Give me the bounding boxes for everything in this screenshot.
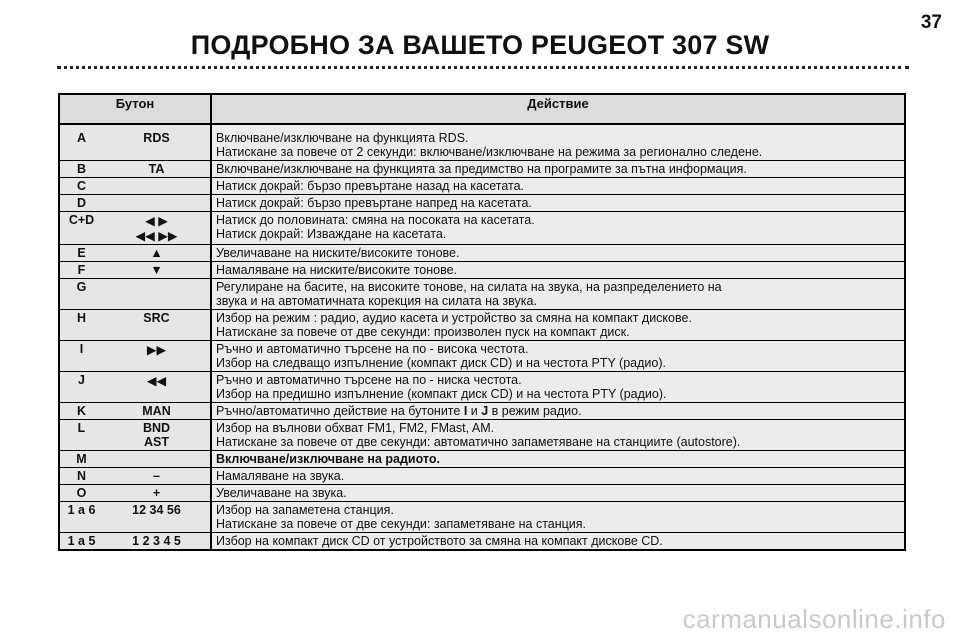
table-header-row: [59, 94, 905, 124]
action-line: Натискане за повече от две секунди: произволен пуск на компакт диск.: [216, 325, 630, 339]
row-action: [211, 468, 905, 485]
controls-table: [58, 93, 906, 551]
action-line: Натиск докрай: Изваждане на касетата.: [216, 227, 447, 241]
row-button-label: [103, 420, 211, 451]
row-action: [211, 372, 905, 403]
row-key: F: [59, 262, 103, 279]
row-key: 1 a 5: [59, 533, 103, 551]
action-line: Увеличаване на звука.: [216, 486, 347, 500]
row-key: K: [59, 403, 103, 420]
row-key: J: [59, 372, 103, 403]
row-key: I: [59, 341, 103, 372]
row-button-label: [103, 124, 211, 161]
action-line: Натиск докрай: бързо превъртане назад на касетата.: [216, 179, 525, 193]
button-label-text: MAN: [142, 404, 171, 418]
button-label-text-2: ◀◀ ▶▶: [135, 229, 178, 243]
row-key: E: [59, 245, 103, 262]
row-key: G: [59, 279, 103, 310]
action-line: Включване/изключване на функцията RDS.: [216, 131, 469, 145]
action-line: Намаляване на звука.: [216, 469, 345, 483]
action-line: Натискане за повече от две секунди: автоматично запаметяване на станциите (autostore).: [216, 435, 741, 449]
page-title: ПОДРОБНО ЗА ВАШЕТО PEUGEOT 307 SW: [190, 30, 770, 60]
button-label-text: ▼: [150, 263, 163, 277]
row-button-label: [103, 502, 211, 533]
button-label-text: RDS: [143, 131, 170, 145]
row-action: [211, 195, 905, 212]
table-row: [59, 195, 905, 212]
row-key: L: [59, 420, 103, 451]
action-line: [216, 404, 900, 418]
action-line: Включване/изключване на функцията за предимство на програмите за пътна информация.: [216, 162, 747, 176]
table-row: [59, 403, 905, 420]
button-label-text: ▲: [150, 246, 163, 260]
page-number: 37: [920, 12, 942, 33]
row-key: 1 a 6: [59, 502, 103, 533]
row-action: [211, 262, 905, 279]
action-text: и: [467, 404, 482, 418]
action-line: Избор на режим : радио, аудио касета и устройство за смяна на компакт дискове.: [216, 311, 692, 325]
button-label-text: SRC: [143, 311, 170, 325]
action-text: Ръчно/автоматично действие на бутоните: [216, 404, 464, 418]
action-line: Регулиране на басите, на високите тонове, на силата на звука, на разпределението на: [216, 280, 722, 294]
row-key: B: [59, 161, 103, 178]
row-key: A: [59, 124, 103, 161]
table-row: [59, 279, 905, 310]
button-ref: I: [463, 404, 468, 418]
action-line: Натискане за повече от две секунди: запаметяване на станция.: [216, 517, 587, 531]
row-action: [211, 178, 905, 195]
table-row: [59, 468, 905, 485]
table-row: [59, 310, 905, 341]
button-label-text: +: [152, 486, 161, 500]
button-ref: J: [481, 404, 489, 418]
row-button-label: [103, 178, 211, 195]
button-label-text: ◀ ▶: [145, 214, 168, 228]
row-action: [211, 485, 905, 502]
row-button-label: [103, 195, 211, 212]
action-line: Избор на запаметена станция.: [216, 503, 394, 517]
row-key: O: [59, 485, 103, 502]
row-action: [211, 310, 905, 341]
table-row: [59, 372, 905, 403]
dotted-divider: [57, 66, 909, 69]
row-action: [211, 502, 905, 533]
table-row: [59, 485, 905, 502]
row-button-label: [103, 245, 211, 262]
row-key: C+D: [59, 212, 103, 245]
row-action: [211, 403, 905, 420]
action-line: Увеличаване на ниските/високите тонове.: [216, 246, 460, 260]
action-line: Избор на предишно изпълнение (компакт диск CD) и на честота PTY (радио).: [216, 387, 667, 401]
button-label-text: 1 2 3 4 5: [132, 534, 181, 548]
header-action: Действие: [211, 94, 905, 124]
table-row: [59, 245, 905, 262]
table-row: [59, 178, 905, 195]
table-row: [59, 502, 905, 533]
row-button-label: [103, 212, 211, 245]
button-label-text: ▶▶: [146, 343, 167, 357]
action-line: Натиск докрай: бързо превъртане напред на касетата.: [216, 196, 532, 210]
row-button-label: [103, 468, 211, 485]
row-key: H: [59, 310, 103, 341]
row-button-label: [103, 262, 211, 279]
table-row: [59, 420, 905, 451]
row-key: M: [59, 451, 103, 468]
row-action: [211, 451, 905, 468]
row-action: [211, 341, 905, 372]
button-label-text-2: AST: [144, 435, 169, 449]
row-button-label: [103, 533, 211, 551]
row-key: C: [59, 178, 103, 195]
row-action: [211, 245, 905, 262]
row-action: [211, 533, 905, 551]
action-line: Натискане за повече от 2 секунди: включване/изключване на режима за регионално следене.: [216, 145, 763, 159]
action-line: Избор на следващо изпълнение (компакт диск CD) и на честота PTY (радио).: [216, 356, 666, 370]
button-label-text: TA: [148, 162, 165, 176]
row-button-label: [103, 161, 211, 178]
table-row: [59, 262, 905, 279]
row-button-label: [103, 485, 211, 502]
watermark: carmanualsonline.info: [682, 604, 946, 634]
row-button-label: [103, 279, 211, 310]
row-action: [211, 161, 905, 178]
header-button: Бутон: [59, 94, 211, 124]
action-line: Избор на вълнови обхват FM1, FM2, FMast, AM.: [216, 421, 495, 435]
button-label-text: ◀◀: [146, 374, 167, 388]
table-row: [59, 451, 905, 468]
row-button-label: [103, 451, 211, 468]
row-button-label: [103, 310, 211, 341]
table-row: [59, 533, 905, 551]
action-line: Ръчно и автоматично търсене на по - висока честота.: [216, 342, 529, 356]
button-label-text: BND: [142, 421, 171, 435]
table-row: [59, 124, 905, 161]
row-action: [211, 212, 905, 245]
action-line: Намаляване на ниските/високите тонове.: [216, 263, 458, 277]
row-button-label: [103, 403, 211, 420]
action-text: в режим радио.: [488, 404, 582, 418]
table-row: [59, 341, 905, 372]
action-line: Избор на компакт диск CD от устройството за смяна на компакт дискове CD.: [216, 534, 663, 548]
row-key: D: [59, 195, 103, 212]
action-line-bold: Включване/изключване на радиото.: [216, 452, 440, 466]
action-line: звука и на автоматичната корекция на силата на звука.: [216, 294, 537, 308]
row-key: N: [59, 468, 103, 485]
button-label-text: 12 34 56: [132, 503, 181, 517]
row-button-label: [103, 341, 211, 372]
row-action: [211, 124, 905, 161]
action-line: Натиск до половината: смяна на посоката на касетата.: [216, 213, 535, 227]
action-line: Ръчно и автоматично търсене на по - ниска честота.: [216, 373, 522, 387]
table-row: [59, 161, 905, 178]
row-action: [211, 420, 905, 451]
row-button-label: [103, 372, 211, 403]
button-label-text: –: [153, 469, 160, 483]
row-action: [211, 279, 905, 310]
table-row: [59, 212, 905, 245]
